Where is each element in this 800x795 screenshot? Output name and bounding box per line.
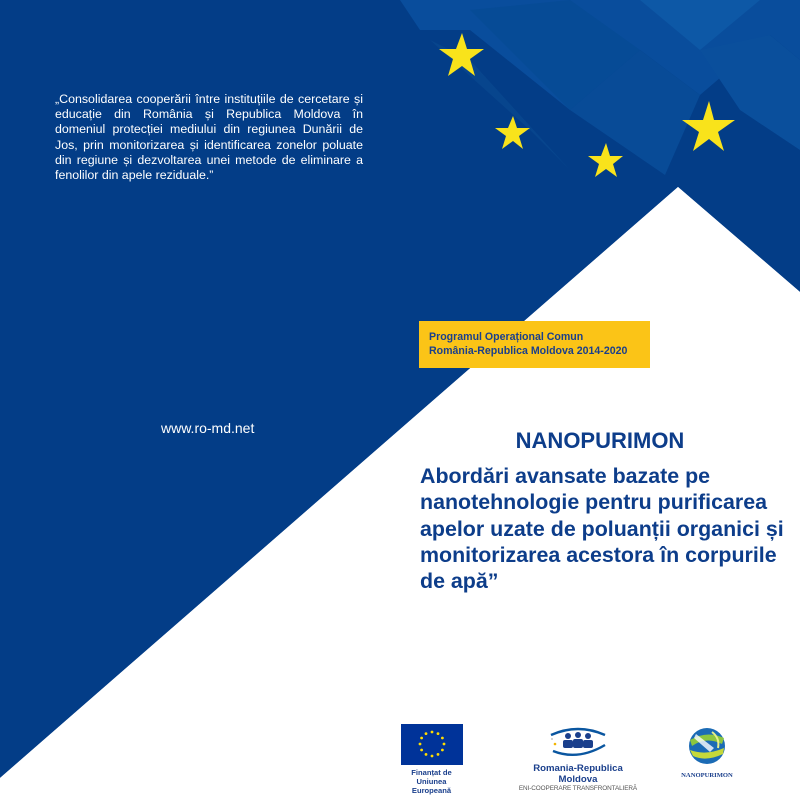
ro-md-program-logo (514, 727, 642, 792)
website-link[interactable]: www.ro-md.net (161, 420, 255, 436)
ro-md-name: Romania-Republica Moldova (533, 763, 623, 785)
eu-caption-line1: Finanțat de (411, 768, 452, 777)
project-acronym: NANOPURIMON (515, 428, 685, 453)
program-label-line2: România-Republica Moldova 2014-2020 (429, 345, 628, 357)
program-label-box (419, 321, 650, 368)
nanopurimon-caption: NANOPURIMON (681, 772, 733, 779)
ro-md-people-icon (543, 727, 613, 757)
eu-caption-line2: Uniunea Europeană (411, 777, 452, 795)
project-title: Abordări avansate bazate pe nanotehnologie pentru purificarea apelor uzate de poluanții organici și monitorizarea acestora în corpurile de apă” (420, 464, 784, 594)
project-objective-quote: „Consolidarea cooperării între instituțiile de cercetare și educație din România și Republica Moldova în domeniul protecției mediului din regiunea Dunării de Jos, prin monitorizarea și identificarea zonelor poluate din regiune și dezvoltarea unei metode de eliminare a fenolilor din apele reziduale.” (55, 92, 363, 183)
program-label-line1: Programul Operațional Comun (429, 331, 584, 343)
ro-md-subtitle: ENI-COOPERARE TRANSFRONTALIERĂ (518, 785, 638, 792)
globe-icon (684, 726, 730, 766)
nanopurimon-logo (678, 726, 736, 779)
eu-logo (400, 724, 463, 795)
eu-flag-icon (401, 724, 463, 765)
